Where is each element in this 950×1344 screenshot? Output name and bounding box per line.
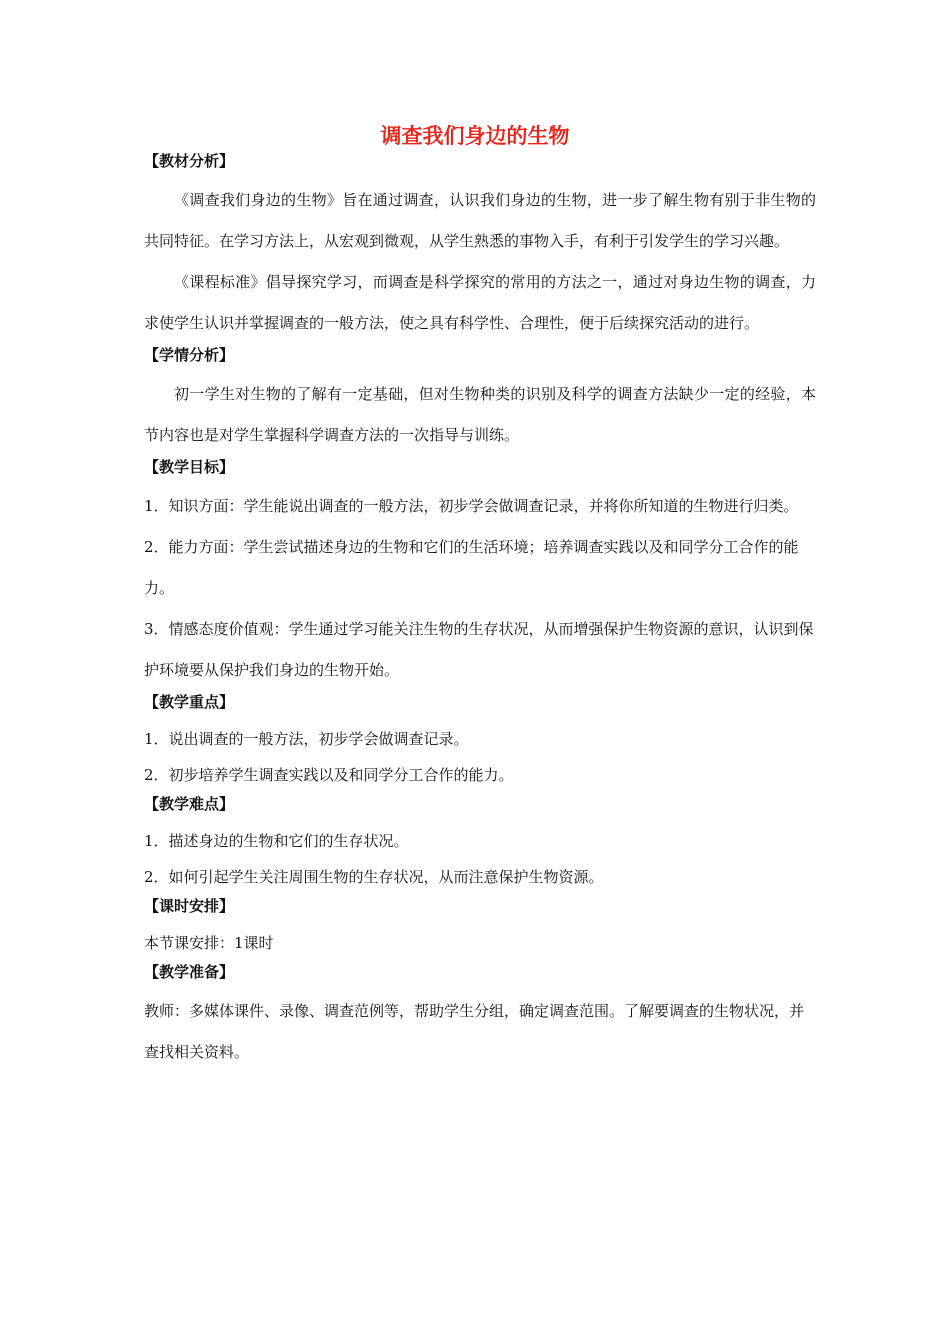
list-item: 1．说出调查的一般方法，初步学会做调查记录。 bbox=[144, 730, 469, 748]
section-heading: 【课时安排】 bbox=[144, 897, 235, 915]
list-item: 1．知识方面：学生能说出调查的一般方法，初步学会做调查记录，并将你所知道的生物进行归类。 bbox=[144, 497, 799, 515]
list-item: 2．能力方面：学生尝试描述身边的生物和它们的生活环境；培养调查实践以及和同学分工合作的能力。 bbox=[144, 538, 799, 597]
section-key-points bbox=[144, 691, 816, 793]
paragraph: 初一学生对生物的了解有一定基础，但对生物种类的识别及科学的调查方法缺少一定的经验，本节内容也是对学生掌握科学调查方法的一次指导与训练。 bbox=[144, 385, 816, 444]
section-heading: 【教学重点】 bbox=[144, 693, 235, 711]
list-item: 2．初步培养学生调查实践以及和同学分工合作的能力。 bbox=[144, 766, 514, 784]
document-body bbox=[144, 150, 816, 1073]
paragraph: 《课程标准》倡导探究学习，而调查是科学探究的常用的方法之一，通过对身边生物的调查，力求使学生认识并掌握调查的一般方法，使之具有科学性、合理性，便于后续探究活动的进行。 bbox=[144, 273, 816, 332]
section-heading: 【学情分析】 bbox=[144, 346, 235, 364]
list-item: 2．如何引起学生关注周围生物的生存状况，从而注意保护生物资源。 bbox=[144, 868, 604, 886]
list-item: 教师：多媒体课件、录像、调查范例等，帮助学生分组，确定调查范围。了解要调查的生物状况，并查找相关资料。 bbox=[144, 1002, 805, 1061]
section-difficult-points bbox=[144, 793, 816, 895]
section-heading: 【教材分析】 bbox=[144, 152, 235, 170]
document-title: 调查我们身边的生物 bbox=[380, 124, 570, 148]
section-student-analysis bbox=[144, 344, 816, 456]
section-teaching-goals bbox=[144, 456, 816, 691]
section-heading: 【教学难点】 bbox=[144, 795, 235, 813]
section-textbook-analysis bbox=[144, 150, 816, 344]
section-schedule bbox=[144, 895, 816, 961]
list-item: 3．情感态度价值观：学生通过学习能关注生物的生存状况，从而增强保护生物资源的意识，认识到保护环境要从保护我们身边的生物开始。 bbox=[144, 620, 814, 679]
section-heading: 【教学准备】 bbox=[144, 963, 235, 981]
paragraph: 《调查我们身边的生物》旨在通过调查，认识我们身边的生物，进一步了解生物有别于非生物的共同特征。在学习方法上，从宏观到微观，从学生熟悉的事物入手，有利于引发学生的学习兴趣。 bbox=[144, 191, 816, 250]
list-item: 1．描述身边的生物和它们的生存状况。 bbox=[144, 832, 409, 850]
list-item: 本节课安排：1课时 bbox=[144, 934, 274, 952]
section-preparation bbox=[144, 961, 816, 1073]
section-heading: 【教学目标】 bbox=[144, 458, 235, 476]
